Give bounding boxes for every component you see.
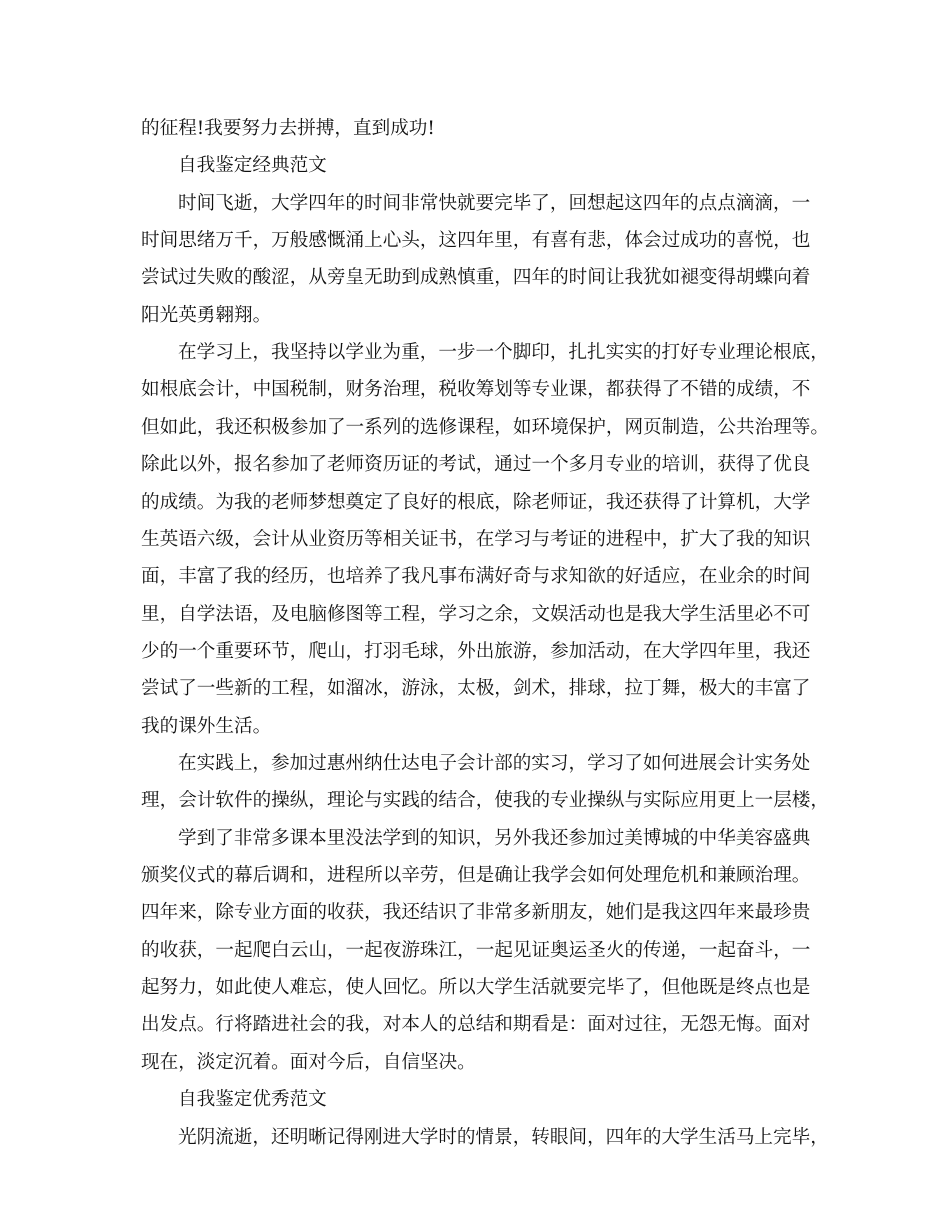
text-line: 光阴流逝，还明晰记得刚进大学时的情景，转眼间，四年的大学生活马上完毕， [178,1126,829,1148]
text-line: 时间飞逝，大学四年的时间非常快就要完毕了，回想起这四年的点点滴滴，一 [178,192,811,214]
text-line: 出发点。行将踏进社会的我，对本人的总结和期看是：面对过往，无怨无悔。面对 [141,1014,811,1036]
text-line: 颁奖仪式的幕后调和，进程所以辛劳，但是确让我学会如何处理危机和兼顾治理。 [141,865,811,886]
text-line: 尝试过失败的酸涩，从旁皇无助到成熟慎重，四年的时间让我犹如褪变得胡蝶向着 [141,267,811,289]
text-line: 的征程!我要努力去拼搏，直到成功! [141,118,435,139]
text-line: 的成绩。为我的老师梦想奠定了良好的根底，除老师证，我还获得了计算机，大学 [141,491,811,513]
text-line: 自我鉴定经典范文 [178,155,327,177]
text-line: 除此以外，报名参加了老师资历证的考试，通过一个多月专业的培训，获得了优良 [141,454,811,476]
text-line: 四年来，除专业方面的收获，我还结识了非常多新朋友，她们是我这四年来最珍贵 [141,902,811,924]
text-line: 现在，淡定沉着。面对今后，自信坚决。 [141,1051,476,1073]
text-line: 在学习上，我坚持以学业为重，一步一个脚印，扎扎实实的打好专业理论根底， [178,342,829,364]
text-line: 如根底会计，中国税制，财务治理，税收筹划等专业课，都获得了不错的成绩，不 [141,379,811,401]
text-line: 阳光英勇翱翔。 [141,304,272,326]
text-line: 我的课外生活。 [141,715,272,737]
text-line: 学到了非常多课本里没法学到的知识，另外我还参加过美博城的中华美容盛典 [178,827,811,849]
text-line: 理，会计软件的操纵，理论与实践的结合，使我的专业操纵与实际应用更上一层楼， [141,790,829,812]
text-line: 时间思绪万千，万般感慨涌上心头，这四年里，有喜有悲，体会过成功的喜悦，也 [141,230,811,252]
text-line: 尝试了一些新的工程，如溜冰，游泳，太极，剑术，排球，拉丁舞，极大的丰富了 [141,678,811,700]
text-line: 面，丰富了我的经历，也培养了我凡事布满好奇与求知欲的好适应，在业余的时间 [141,566,811,588]
text-line: 里，自学法语，及电脑修图等工程，学习之余，文娱活动也是我大学生活里必不可 [141,603,811,625]
text-line: 自我鉴定优秀范文 [178,1089,327,1111]
text-line: 在实践上，参加过惠州纳仕达电子会计部的实习，学习了如何进展会计实务处 [178,753,811,774]
text-line: 的收获，一起爬白云山，一起夜游珠江，一起见证奥运圣火的传递，一起奋斗，一 [141,939,811,961]
text-line: 起努力，如此使人难忘，使人回忆。所以大学生活就要完毕了，但他既是终点也是 [141,977,811,999]
text-line: 但如此，我还积极参加了一系列的选修课程，如环境保护，网页制造，公共治理等。 [141,416,829,438]
text-line: 少的一个重要环节，爬山，打羽毛球，外出旅游，参加活动，在大学四年里，我还 [141,640,811,662]
text-line: 生英语六级，会计从业资历等相关证书，在学习与考证的进程中，扩大了我的知识 [141,528,811,550]
